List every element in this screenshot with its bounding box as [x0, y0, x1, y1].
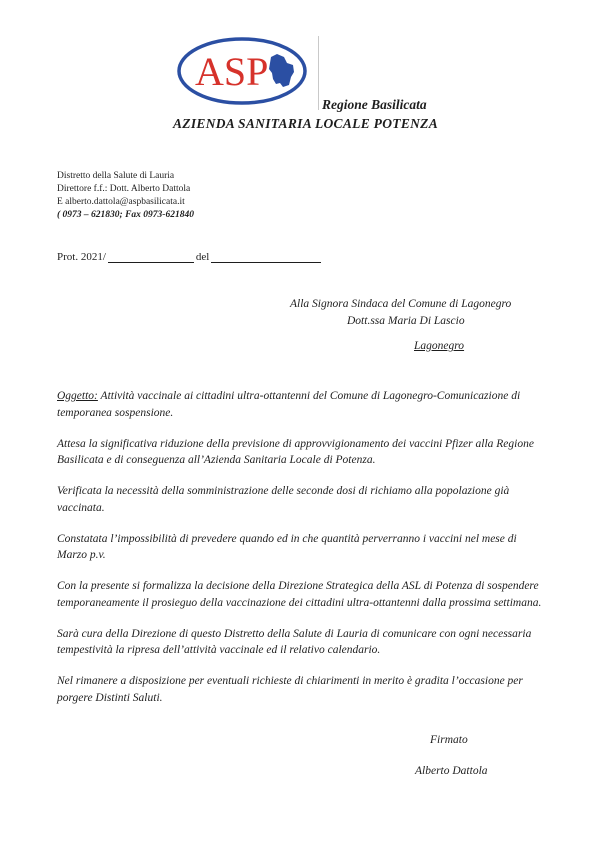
body-paragraph-6: Nel rimanere a disposizione per eventuali richieste di chiarimenti in merito è gradita l’occasione per porgere Distinti Saluti. [57, 675, 523, 704]
protocol-date-blank [211, 252, 321, 263]
logo-divider [318, 36, 319, 110]
subject-text: Attività vaccinale ai cittadini ultra-ottantenni del Comune di Lagonegro-Comunicazione di temporanea sospensione. [57, 390, 521, 419]
sender-phone: ( 0973 – 621830; Fax 0973-621840 [57, 210, 194, 220]
protocol-line [57, 251, 323, 263]
body-paragraph-4: Con la presente si formalizza la decisione della Direzione Strategica della ASL di Potenza di sospendere temporaneamente il prosieguo della vaccinazione dei cittadini ultra-ottantenni dalla prossima settimana. [57, 580, 542, 609]
region-name: Regione Basilicata [322, 97, 427, 112]
basilicata-map-icon [269, 54, 294, 87]
azienda-name: AZIENDA SANITARIA LOCALE POTENZA [173, 116, 439, 131]
logo-text: ASP [195, 49, 269, 94]
subject-label: Oggetto: [57, 390, 98, 402]
addressee-block [290, 296, 511, 330]
protocol-number-blank [108, 252, 194, 263]
body-paragraph-1: Attesa la significativa riduzione della previsione di approvvigionamento dei vaccini Pfizer alla Regione Basilicata e di conseguenza all’Azienda Sanitaria Locale di Potenza. [57, 437, 534, 466]
body-paragraph-3: Constatata l’impossibilità di prevedere quando ed in che quantità perverranno i vaccini nel mese di Marzo p.v. [57, 532, 517, 561]
body-paragraph-5: Sarà cura della Direzione di questo Distretto della Salute di Lauria di comunicare con ogni necessaria tempestività la ripresa dell’attività vaccinale ed il relativo calendario. [57, 627, 532, 656]
protocol-del: del [195, 251, 210, 263]
addressee-line: Alla Signora Sindaca del Comune di Lagonegro [290, 298, 512, 310]
protocol-prefix: Prot. 2021/ [57, 251, 106, 263]
subject-paragraph [57, 388, 547, 421]
letter-body [57, 388, 547, 721]
signature-name: Alberto Dattola [415, 765, 488, 777]
body-paragraph-2: Verificata la necessità della somministrazione delle seconde dosi di richiamo alla popolazione già vaccinata. [57, 485, 510, 514]
addressee-city: Lagonegro [414, 340, 465, 352]
asp-logo [175, 35, 309, 107]
signature-firmato: Firmato [430, 734, 468, 746]
sender-block [57, 170, 194, 222]
addressee-name: Dott.ssa Maria Di Lascio [347, 315, 465, 327]
sender-director: Direttore f.f.: Dott. Alberto Dattola [57, 184, 191, 194]
sender-district: Distretto della Salute di Lauria [57, 171, 175, 181]
sender-email: E alberto.dattola@aspbasilicata.it [57, 197, 185, 207]
